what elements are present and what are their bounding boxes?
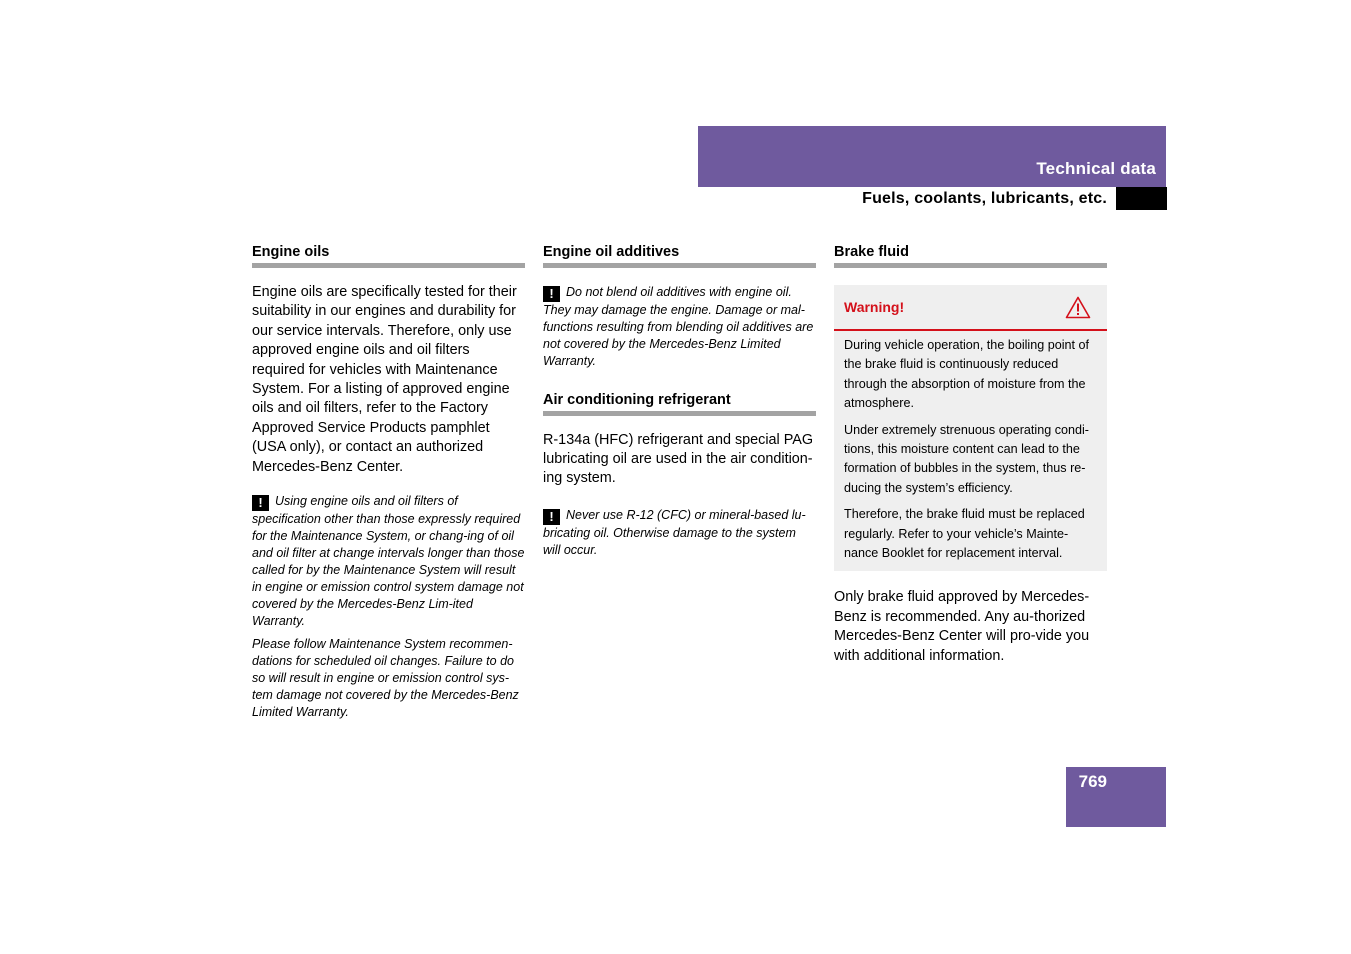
warning-label: Warning! [844, 299, 905, 315]
warning-paragraph-1: During vehicle operation, the boiling point of the brake fluid is continuously reduced through the absorption of moisture from the atmosphere. [844, 338, 1090, 411]
warning-paragraph-3: Therefore, the brake fluid must be replaced regularly. Refer to your vehicle’s Mainte-nance Booklet for replacement interval. [844, 507, 1085, 561]
section-marker-tab [1116, 187, 1167, 210]
brake-fluid-paragraph: Only brake fluid approved by Mercedes-Benz is recommended. Any au-thorized Mercedes-Benz Center will pro-vide you with additional information. [834, 589, 1090, 664]
section-title: Fuels, coolants, lubricants, etc. [862, 190, 1107, 207]
warning-paragraph-2: Under extremely strenuous operating condi-tions, this moisture content can lead to the formation of bubbles in the system, thus re-ducing the system’s efficiency. [844, 422, 1090, 495]
page-number: 769 [1078, 772, 1107, 791]
warning-header [834, 285, 1107, 331]
warning-body [834, 331, 1107, 571]
header-band [698, 126, 1166, 187]
engine-oils-note-text: Using engine oils and oil filters of specification other than those expressly required for the Maintenance System, or chang-ing of oil and oil filter at change intervals longer than those called for by the Maintenance System will result in engine or emission control system damage not covered by the Mercedes-Benz Lim-ited Warranty. [252, 494, 525, 628]
page-number-tab [1066, 767, 1166, 827]
refrigerant-note [543, 507, 816, 559]
column-additives-refrigerant [543, 244, 816, 559]
engine-oils-note [252, 493, 525, 629]
column-engine-oils [252, 244, 525, 721]
additives-note-text: Do not blend oil additives with engine oil. They may damage the engine. Damage or mal-functions resulting from blending oil additives are not covered by the Mercedes-Benz Limited Warranty. [543, 285, 814, 368]
refrigerant-note-text: Never use R-12 (CFC) or mineral-based lu-bricating oil. Otherwise damage to the system will occur. [543, 507, 806, 557]
heading-engine-oil-additives: Engine oil additives [543, 244, 816, 268]
chapter-title: Technical data [1036, 159, 1156, 178]
exclamation-icon: ! [543, 509, 560, 525]
heading-air-conditioning-refrigerant: Air conditioning refrigerant [543, 392, 816, 416]
heading-brake-fluid: Brake fluid [834, 244, 1107, 268]
warning-triangle-icon [1065, 296, 1091, 319]
engine-oils-paragraph: Engine oils are specifically tested for their suitability in our engines and durability for our service intervals. Therefore, only use approved engine oils and oil filters required for vehicles with Maintenance System. For a listing of approved engine oils and oil filters, refer to the Factory Approved Service Products pamphlet (USA only), or contact an authorized Mercedes-Benz Center. [252, 284, 517, 475]
maintenance-note: Please follow Maintenance System recommen-dations for scheduled oil changes. Failure to do so will result in engine or emission control sys-tem damage not covered by the Mercedes-Benz Limited Warranty. [252, 637, 519, 720]
exclamation-icon: ! [252, 495, 269, 511]
additives-note [543, 284, 816, 370]
refrigerant-paragraph: R-134a (HFC) refrigerant and special PAG lubricating oil are used in the air condition-ing system. [543, 431, 814, 487]
warning-box [834, 285, 1107, 571]
heading-engine-oils: Engine oils [252, 244, 525, 268]
column-brake-fluid [834, 244, 1107, 666]
exclamation-icon: ! [543, 286, 560, 302]
